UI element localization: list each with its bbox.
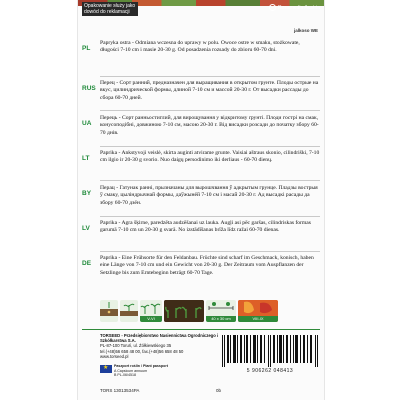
barcode-number: 5 906262 048413 <box>246 368 294 374</box>
batch-code: 0b <box>216 388 222 393</box>
brand-icon <box>269 4 276 11</box>
passport-line: A Capsicum annuum <box>114 368 148 373</box>
seedling-tray-icon <box>164 300 204 322</box>
eu-flag-icon <box>100 365 112 373</box>
barcode-icon <box>220 335 320 367</box>
lang-text: Перац - Гатунак ранні, прызначаны для вырошчвання ў адкрытым грунце. Пладзы вострыя ў смаку, цыліндрычнай формы, даўжынёй 7-10 см і масай 20-30 г. Ад высадкі расады да збору 60-70 дзён. <box>100 185 318 206</box>
lang-code: BY <box>82 190 92 197</box>
passport-line: B PL-06/4518 <box>114 373 136 378</box>
lang-text: Перець - Сорт ранньостиглий, для вирощування у відкритому ґрунті. Плоди гострі на смак, конусоподібні, довжиною 7-10 см, масою 20-30 г. Від висадки розсади до початку збору 60-70 днів. <box>100 115 319 136</box>
green-divider <box>82 329 320 330</box>
lang-text: Paprika - Eine Frühsorte für den Feldanbau. Früchte sind scharf im Geschmack, konisch, haben eine Länge von 7-10 cm und ein Gewicht von 20-30 g. Der Zeitraum vom Auspflanzen der Setzlinge bis zum Erntebeginn beträgt 60-70 Tage. <box>100 255 314 276</box>
lang-text: Перец - Сорт ранний, предназначен для выращивания в открытом грунте. Плоды острые на вкус, цилиндрической формы, длиной 7-10 см и массой 20-30 г. От высадки рассады до сбора 60-70 дней. <box>100 80 319 101</box>
row-divider <box>100 76 320 77</box>
brand-name: Rosamedia Austria <box>278 4 320 11</box>
harvest-icon <box>238 300 278 322</box>
brand-logo <box>269 4 320 11</box>
complaint-note: Opakowanie służy jako dowód do reklamacji <box>82 2 138 16</box>
company-address: PL-87-100 Toruń, ul. Żółkiewskiego 35 <box>100 343 172 349</box>
seedling-icon <box>120 300 138 322</box>
company-info <box>100 333 220 359</box>
harvest-caption: VIII-IX <box>238 316 278 322</box>
row-divider <box>100 251 320 252</box>
company-name: TORSEED - Przedsiębiorstwo Nasiennictwa Ogrodniczego i Szkółkarstwa S.A. <box>100 333 219 344</box>
lang-code: DE <box>82 260 92 267</box>
row-divider <box>100 110 320 111</box>
lang-code: UA <box>82 120 92 127</box>
lang-code: RUS <box>82 85 96 92</box>
row-divider <box>100 146 320 147</box>
lang-text: Paprika - Agra šķirne, paredzēta audzēšanai uz lauka. Augļi asi pēc garšas, cilindriskas formas garumā 7-10 cm un 20-30 g svarā. No izstādīšanas brīža līdz ražai 60-70 dienas. <box>100 220 311 234</box>
sowing-time-icon <box>140 300 162 322</box>
row-divider <box>100 216 320 217</box>
lang-code: LV <box>82 225 90 232</box>
seed-packet <box>77 0 325 400</box>
spacing-caption: 40 x 30 cm <box>206 316 236 322</box>
cultivation-icons <box>100 300 320 322</box>
plant-passport <box>114 364 204 378</box>
sowing-depth-icon <box>100 300 118 322</box>
sowing-time-caption: V-VI <box>140 316 162 322</box>
lang-code: PL <box>82 45 91 52</box>
company-contact: tel.(+48)56 658 48 00, fax.(+48)56 658 48 50 <box>100 348 184 354</box>
passport-title: Paszport roślin / Plant passport <box>114 364 168 368</box>
lang-text: Papryka ostra - Odmiana wczesna do uprawy w polu. Owoce ostre w smaku, stożkowate, długości 7-10 cm i masie 20-30 g. Od posadzenia rozsady do zbioru 60-70 dni. <box>100 40 300 54</box>
lang-code: LT <box>82 155 90 162</box>
product-code: TORS 13013534PA <box>100 388 140 393</box>
company-web: www.torseed.pl <box>100 353 129 359</box>
lang-text: Paprika - Ankstyvoji veislė, skirta auginti atvirame grunte. Vaisiai aštraus skonio, cilindriški, 7-10 cm ilgio ir 20-30 g svorio. Nuo daigų persodinimo iki derliaus - 60-70 dienų. <box>100 150 320 164</box>
top-strip <box>78 0 324 22</box>
spacing-icon <box>206 300 236 322</box>
variety-label: jalkoso WE <box>293 28 318 33</box>
row-divider <box>100 180 320 181</box>
